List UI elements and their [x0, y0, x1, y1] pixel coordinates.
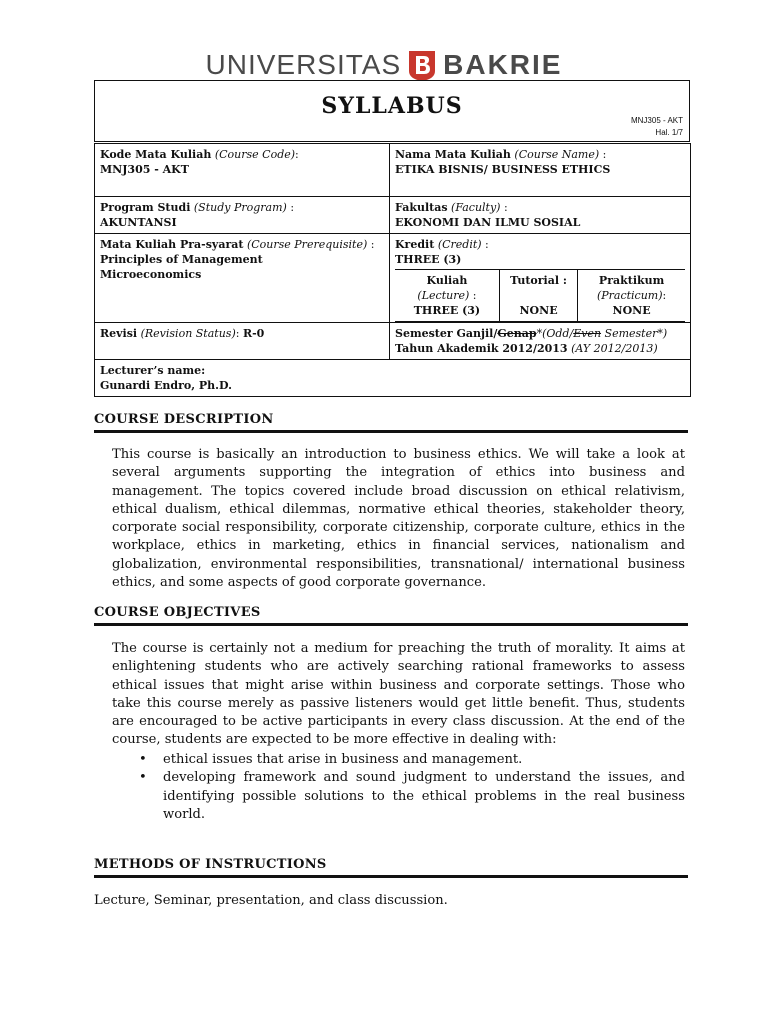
- semester-mid: *(Odd/: [536, 327, 574, 340]
- bullet-icon: •: [139, 752, 147, 767]
- revision-cell: Revisi (Revision Status): R-0: [95, 323, 390, 360]
- academic-year-label: Tahun Akademik 2012/2013: [395, 342, 568, 355]
- faculty-label: Fakultas: [395, 201, 448, 214]
- header-codes: [631, 115, 683, 139]
- course-name-label: Nama Mata Kuliah: [395, 148, 511, 161]
- course-info-table: [94, 143, 691, 397]
- section-divider: [94, 623, 688, 626]
- course-objectives-text: The course is certainly not a medium for preaching the truth of morality. It aims at enlightening students who are actively searching rational frameworks to assess ethical issues that might arise within business and corporate settings. Those who take this course merely as passive listeners would get little benefit. Thus, students are encouraged to be active participants in every class discussion. At the end of the course, students are expected to be more effective in dealing with:: [112, 641, 685, 748]
- lecturer-cell: [95, 360, 691, 397]
- course-code-cell: Kode Mata Kuliah (Course Code): MNJ305 - AKT: [95, 144, 390, 197]
- syllabus-header-box: [94, 80, 690, 142]
- lecture-label: Kuliah: [426, 274, 468, 287]
- course-name-value: ETIKA BISNIS/ BUSINESS ETHICS: [395, 163, 611, 176]
- section-title-description: COURSE DESCRIPTION: [94, 412, 274, 427]
- faculty-cell: Fakultas (Faculty) : EKONOMI DAN ILMU SOSIAL: [390, 197, 691, 234]
- credit-breakdown-table: [395, 269, 685, 322]
- tutorial-label: Tutorial :: [510, 274, 567, 287]
- methods-text: Lecture, Seminar, presentation, and class discussion.: [94, 893, 448, 908]
- section-title-methods: METHODS OF INSTRUCTIONS: [94, 857, 327, 872]
- section-divider: [94, 875, 688, 878]
- list-item: [112, 751, 685, 769]
- list-item-text: ethical issues that arise in business and management.: [163, 752, 523, 767]
- lecture-label-en: (Lecture): [417, 289, 470, 302]
- program-cell: Program Studi (Study Program) : AKUNTANSI: [95, 197, 390, 234]
- prerequisite-label: Mata Kuliah Pra-syarat: [100, 238, 244, 251]
- program-label: Program Studi: [100, 201, 191, 214]
- course-description-text: This course is basically an introduction to business ethics. We will take a look at several arguments supporting the integration of ethics into business and management. The topics covered include broad discussion on ethical relativism, ethical dualism, ethical dilemmas, normative ethical theories, stakeholder theory, corporate social responsibility, corporate citizenship, corporate culture, ethics in the workplace, ethics in marketing, ethics in financial services, nationalism and globalization, environmental responsibilities, transnational/ international business ethics, and some aspects of good corporate governance.: [112, 447, 685, 591]
- course-code-label: Kode Mata Kuliah: [100, 148, 212, 161]
- program-value: AKUNTANSI: [100, 216, 177, 229]
- practicum-label: Praktikum: [598, 274, 665, 287]
- course-code-value: MNJ305 - AKT: [100, 163, 189, 176]
- tutorial-credit: [499, 270, 577, 322]
- credit-cell: Kredit (Credit) : THREE (3) Kuliah (Lecture) : THREE (3) Tutorial : NONE Praktikum (Practicum): NONE: [390, 234, 691, 323]
- semester-prefix: Semester Ganjil/: [395, 327, 498, 340]
- logo-text-bakrie: BAKRIE: [443, 49, 563, 80]
- section-divider: [94, 430, 688, 433]
- semester-cell: [390, 323, 691, 360]
- practicum-credit: Praktikum (Practicum): NONE: [578, 270, 685, 322]
- university-logo: [0, 48, 768, 84]
- revision-label: Revisi: [100, 327, 138, 340]
- prerequisite-item: Microeconomics: [100, 268, 202, 281]
- prerequisite-cell: Mata Kuliah Pra-syarat (Course Prerequisite) : Principles of Management Microeconomics: [95, 234, 390, 323]
- list-item-text: developing framework and sound judgment to understand the issues, and identifying possible solutions to the ethical problems in the real business world.: [163, 770, 685, 822]
- section-title-objectives: COURSE OBJECTIVES: [94, 605, 261, 620]
- faculty-label-en: (Faculty): [451, 201, 501, 214]
- lecturer-value: Gunardi Endro, Ph.D.: [100, 379, 232, 392]
- program-label-en: (Study Program): [193, 201, 287, 214]
- academic-year-en: (AY 2012/2013): [571, 342, 658, 355]
- prerequisite-label-en: (Course Prerequisite): [246, 238, 368, 251]
- lecture-value: THREE (3): [413, 304, 481, 317]
- page-title: SYLLABUS: [321, 93, 463, 119]
- credit-label-en: (Credit): [437, 238, 482, 251]
- header-page-number: Hal. 1/7: [655, 128, 683, 137]
- prerequisite-item: Principles of Management: [100, 253, 263, 266]
- semester-suffix: Semester*): [601, 327, 668, 340]
- course-name-label-en: (Course Name): [514, 148, 600, 161]
- lecture-credit: Kuliah (Lecture) : THREE (3): [395, 270, 499, 322]
- revision-label-en: (Revision Status): [140, 327, 236, 340]
- semester-struck: Genap: [497, 327, 537, 340]
- practicum-value: NONE: [612, 304, 651, 317]
- credit-label: Kredit: [395, 238, 435, 251]
- revision-value: R-0: [242, 327, 265, 340]
- bullet-icon: •: [139, 770, 147, 786]
- course-name-cell: Nama Mata Kuliah (Course Name) : ETIKA BISNIS/ BUSINESS ETHICS: [390, 144, 691, 197]
- logo-text-universitas: UNIVERSITAS: [205, 49, 402, 80]
- course-code-label-en: (Course Code): [214, 148, 296, 161]
- header-course-code: MNJ305 - AKT: [630, 116, 683, 125]
- list-item: [112, 769, 685, 824]
- university-shield-icon: [407, 48, 437, 82]
- objectives-list: [112, 751, 685, 824]
- practicum-label-en: (Practicum): [596, 289, 663, 302]
- lecturer-label: Lecturer’s name:: [100, 364, 206, 377]
- semester-struck-en: Even: [573, 327, 602, 340]
- credit-value: THREE (3): [395, 253, 462, 266]
- tutorial-value: NONE: [519, 304, 558, 317]
- faculty-value: EKONOMI DAN ILMU SOSIAL: [395, 216, 581, 229]
